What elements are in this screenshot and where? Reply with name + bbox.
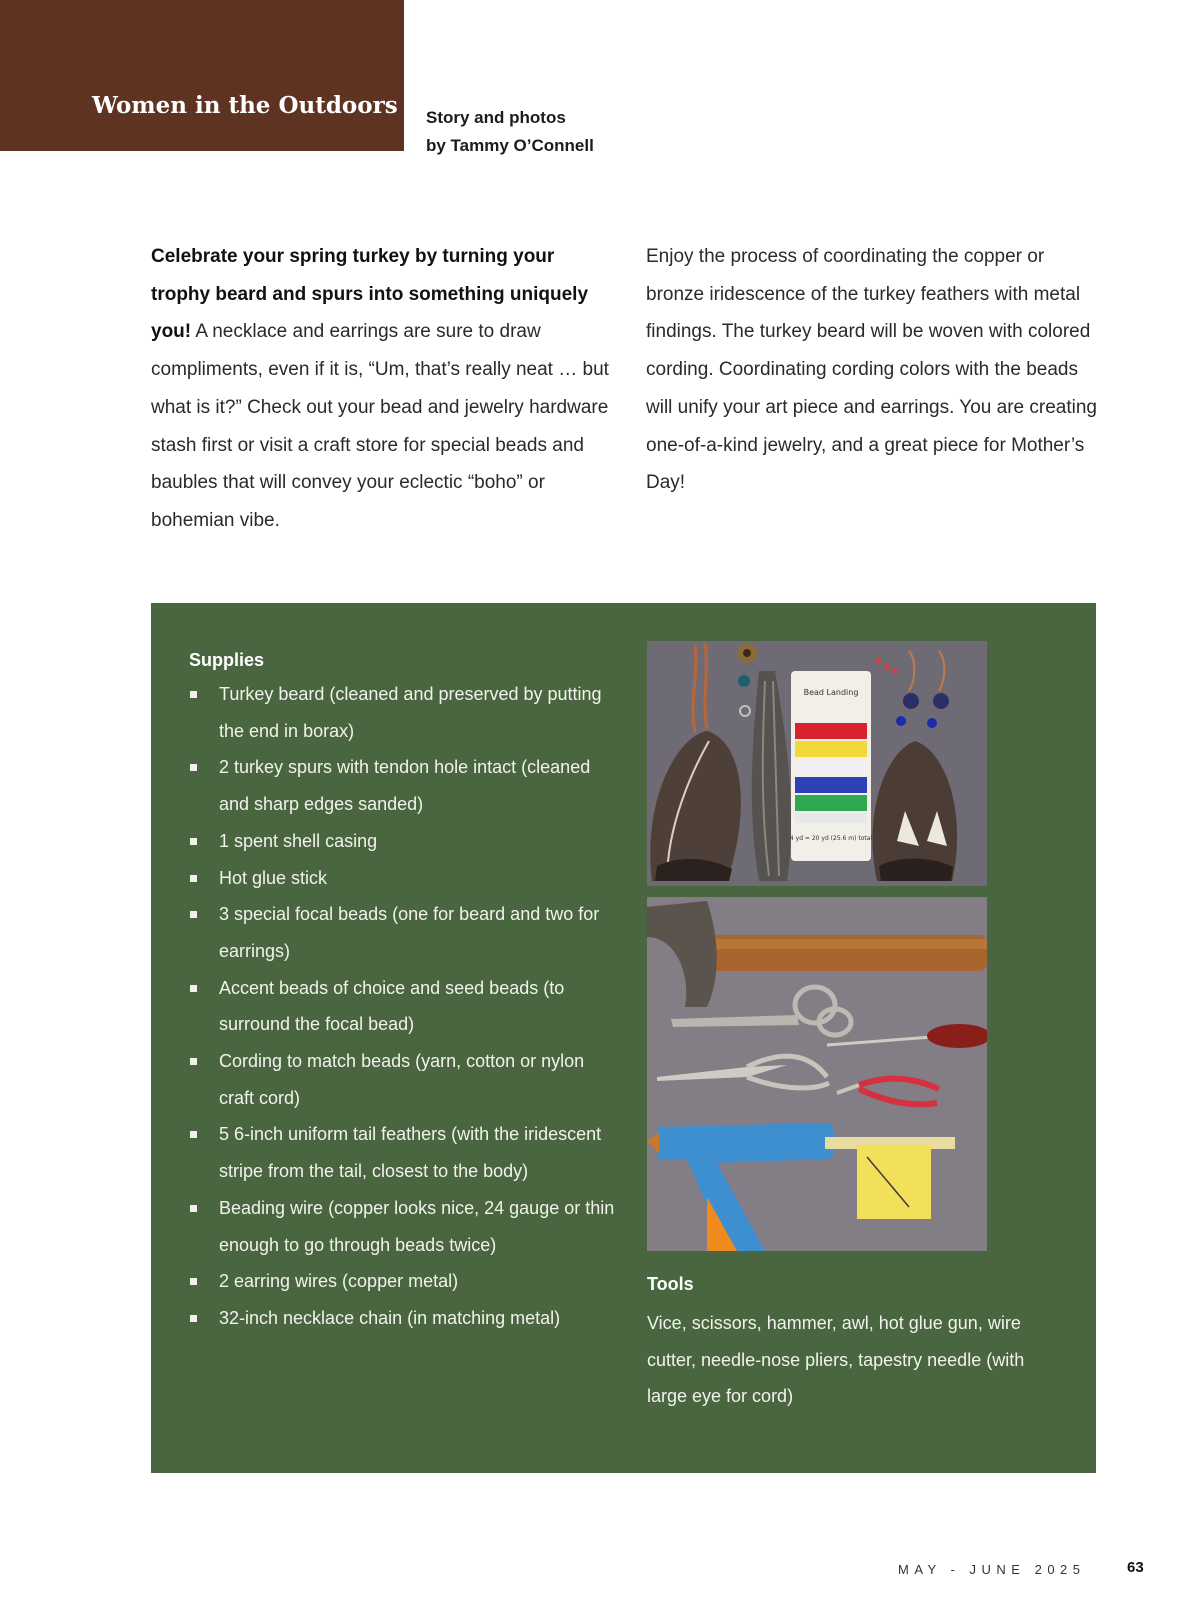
supply-item bbox=[189, 1190, 619, 1263]
supply-item bbox=[189, 823, 619, 860]
supply-item bbox=[189, 896, 619, 969]
tools-heading: Tools bbox=[647, 1274, 694, 1294]
supply-item-text: Accent beads of choice and seed beads (to surround the focal bead) bbox=[219, 977, 565, 1035]
bullet-icon bbox=[190, 985, 197, 992]
intro-lead-bold: Celebrate your spring turkey by turning your trophy beard and spurs into something uniquely you! bbox=[151, 246, 589, 343]
bullet-icon bbox=[190, 1205, 197, 1212]
bullet-icon bbox=[190, 1278, 197, 1285]
intro-column-right bbox=[646, 238, 1106, 502]
supply-item-text: 3 special focal beads (one for beard and two for earrings) bbox=[219, 904, 600, 961]
supplies-list bbox=[189, 676, 619, 1337]
supply-item-text: 1 spent shell casing bbox=[219, 830, 378, 851]
bullet-icon bbox=[190, 1058, 197, 1065]
bullet-icon bbox=[190, 691, 197, 698]
right-paragraph: Enjoy the process of coordinating the copper or bronze iridescence of the turkey feathers with metal findings. The turkey beard will be woven with colored cording. Coordinating cording colors with the beads will unify your art piece and earrings. You are creating one-of-a-kind jewelry, and a great piece for Mother’s Day! bbox=[646, 246, 1097, 494]
supply-item-text: 2 turkey spurs with tendon hole intact (cleaned and sharp edges sanded) bbox=[219, 757, 591, 815]
tools-photo-icon bbox=[647, 897, 987, 1251]
supply-item-text: 5 6-inch uniform tail feathers (with the iridescent stripe from the tail, closest to the body) bbox=[219, 1124, 602, 1182]
supply-item bbox=[189, 860, 619, 897]
supply-item bbox=[189, 970, 619, 1043]
supply-item-text: Beading wire (copper looks nice, 24 gauge or thin enough to go through beads twice) bbox=[219, 1197, 615, 1255]
page-number: 63 bbox=[1127, 1559, 1144, 1576]
intro-column-left bbox=[151, 238, 611, 540]
byline bbox=[426, 104, 594, 160]
supply-item bbox=[189, 1116, 619, 1189]
supply-item-text: Cording to match beads (yarn, cotton or nylon craft cord) bbox=[219, 1051, 585, 1108]
supply-item bbox=[189, 1300, 619, 1337]
footer-issue-date: MAY - JUNE 2025 bbox=[898, 1562, 1086, 1577]
card-label: Bead Landing bbox=[803, 688, 859, 697]
bullet-icon bbox=[190, 764, 197, 771]
supply-item bbox=[189, 1043, 619, 1116]
intro-lead-rest: A necklace and earrings are sure to draw compliments, even if it is, “Um, that’s really neat … but what is it?” Check out your bead and jewelry hardware stash first or visit a craft store for special beads and baubles that will convey your eclectic “boho” or bohemian vibe. bbox=[151, 321, 609, 531]
intro-paragraph bbox=[151, 238, 611, 540]
byline-line-1: Story and photos bbox=[426, 108, 566, 127]
bullet-icon bbox=[190, 1315, 197, 1322]
supply-item-text: Turkey beard (cleaned and preserved by putting the end in borax) bbox=[219, 684, 602, 741]
supplies-photo bbox=[647, 641, 987, 886]
supplies-photo-icon bbox=[647, 641, 987, 886]
card-footer: 4 yd = 20 yd (25.6 m) total bbox=[789, 835, 873, 842]
section-header-box bbox=[0, 0, 404, 151]
byline-line-2: by Tammy O’Connell bbox=[426, 136, 594, 155]
supply-item bbox=[189, 749, 619, 822]
supply-item bbox=[189, 1263, 619, 1300]
bullet-icon bbox=[190, 1131, 197, 1138]
tools-text: Vice, scissors, hammer, awl, hot glue gun, wire cutter, needle-nose pliers, tapestry needle (with large eye for cord) bbox=[647, 1313, 1025, 1407]
supplies-heading: Supplies bbox=[189, 650, 265, 670]
supply-item-text: 2 earring wires (copper metal) bbox=[219, 1271, 459, 1292]
bullet-icon bbox=[190, 875, 197, 882]
section-title: Women in the Outdoors bbox=[92, 92, 398, 119]
supply-item bbox=[189, 676, 619, 749]
tools-photo bbox=[647, 897, 987, 1251]
supplies-tools-panel bbox=[151, 603, 1096, 1473]
bullet-icon bbox=[190, 911, 197, 918]
bullet-icon bbox=[190, 838, 197, 845]
supply-item-text: Hot glue stick bbox=[219, 867, 328, 888]
supply-item-text: 32-inch necklace chain (in matching metal) bbox=[219, 1307, 561, 1328]
